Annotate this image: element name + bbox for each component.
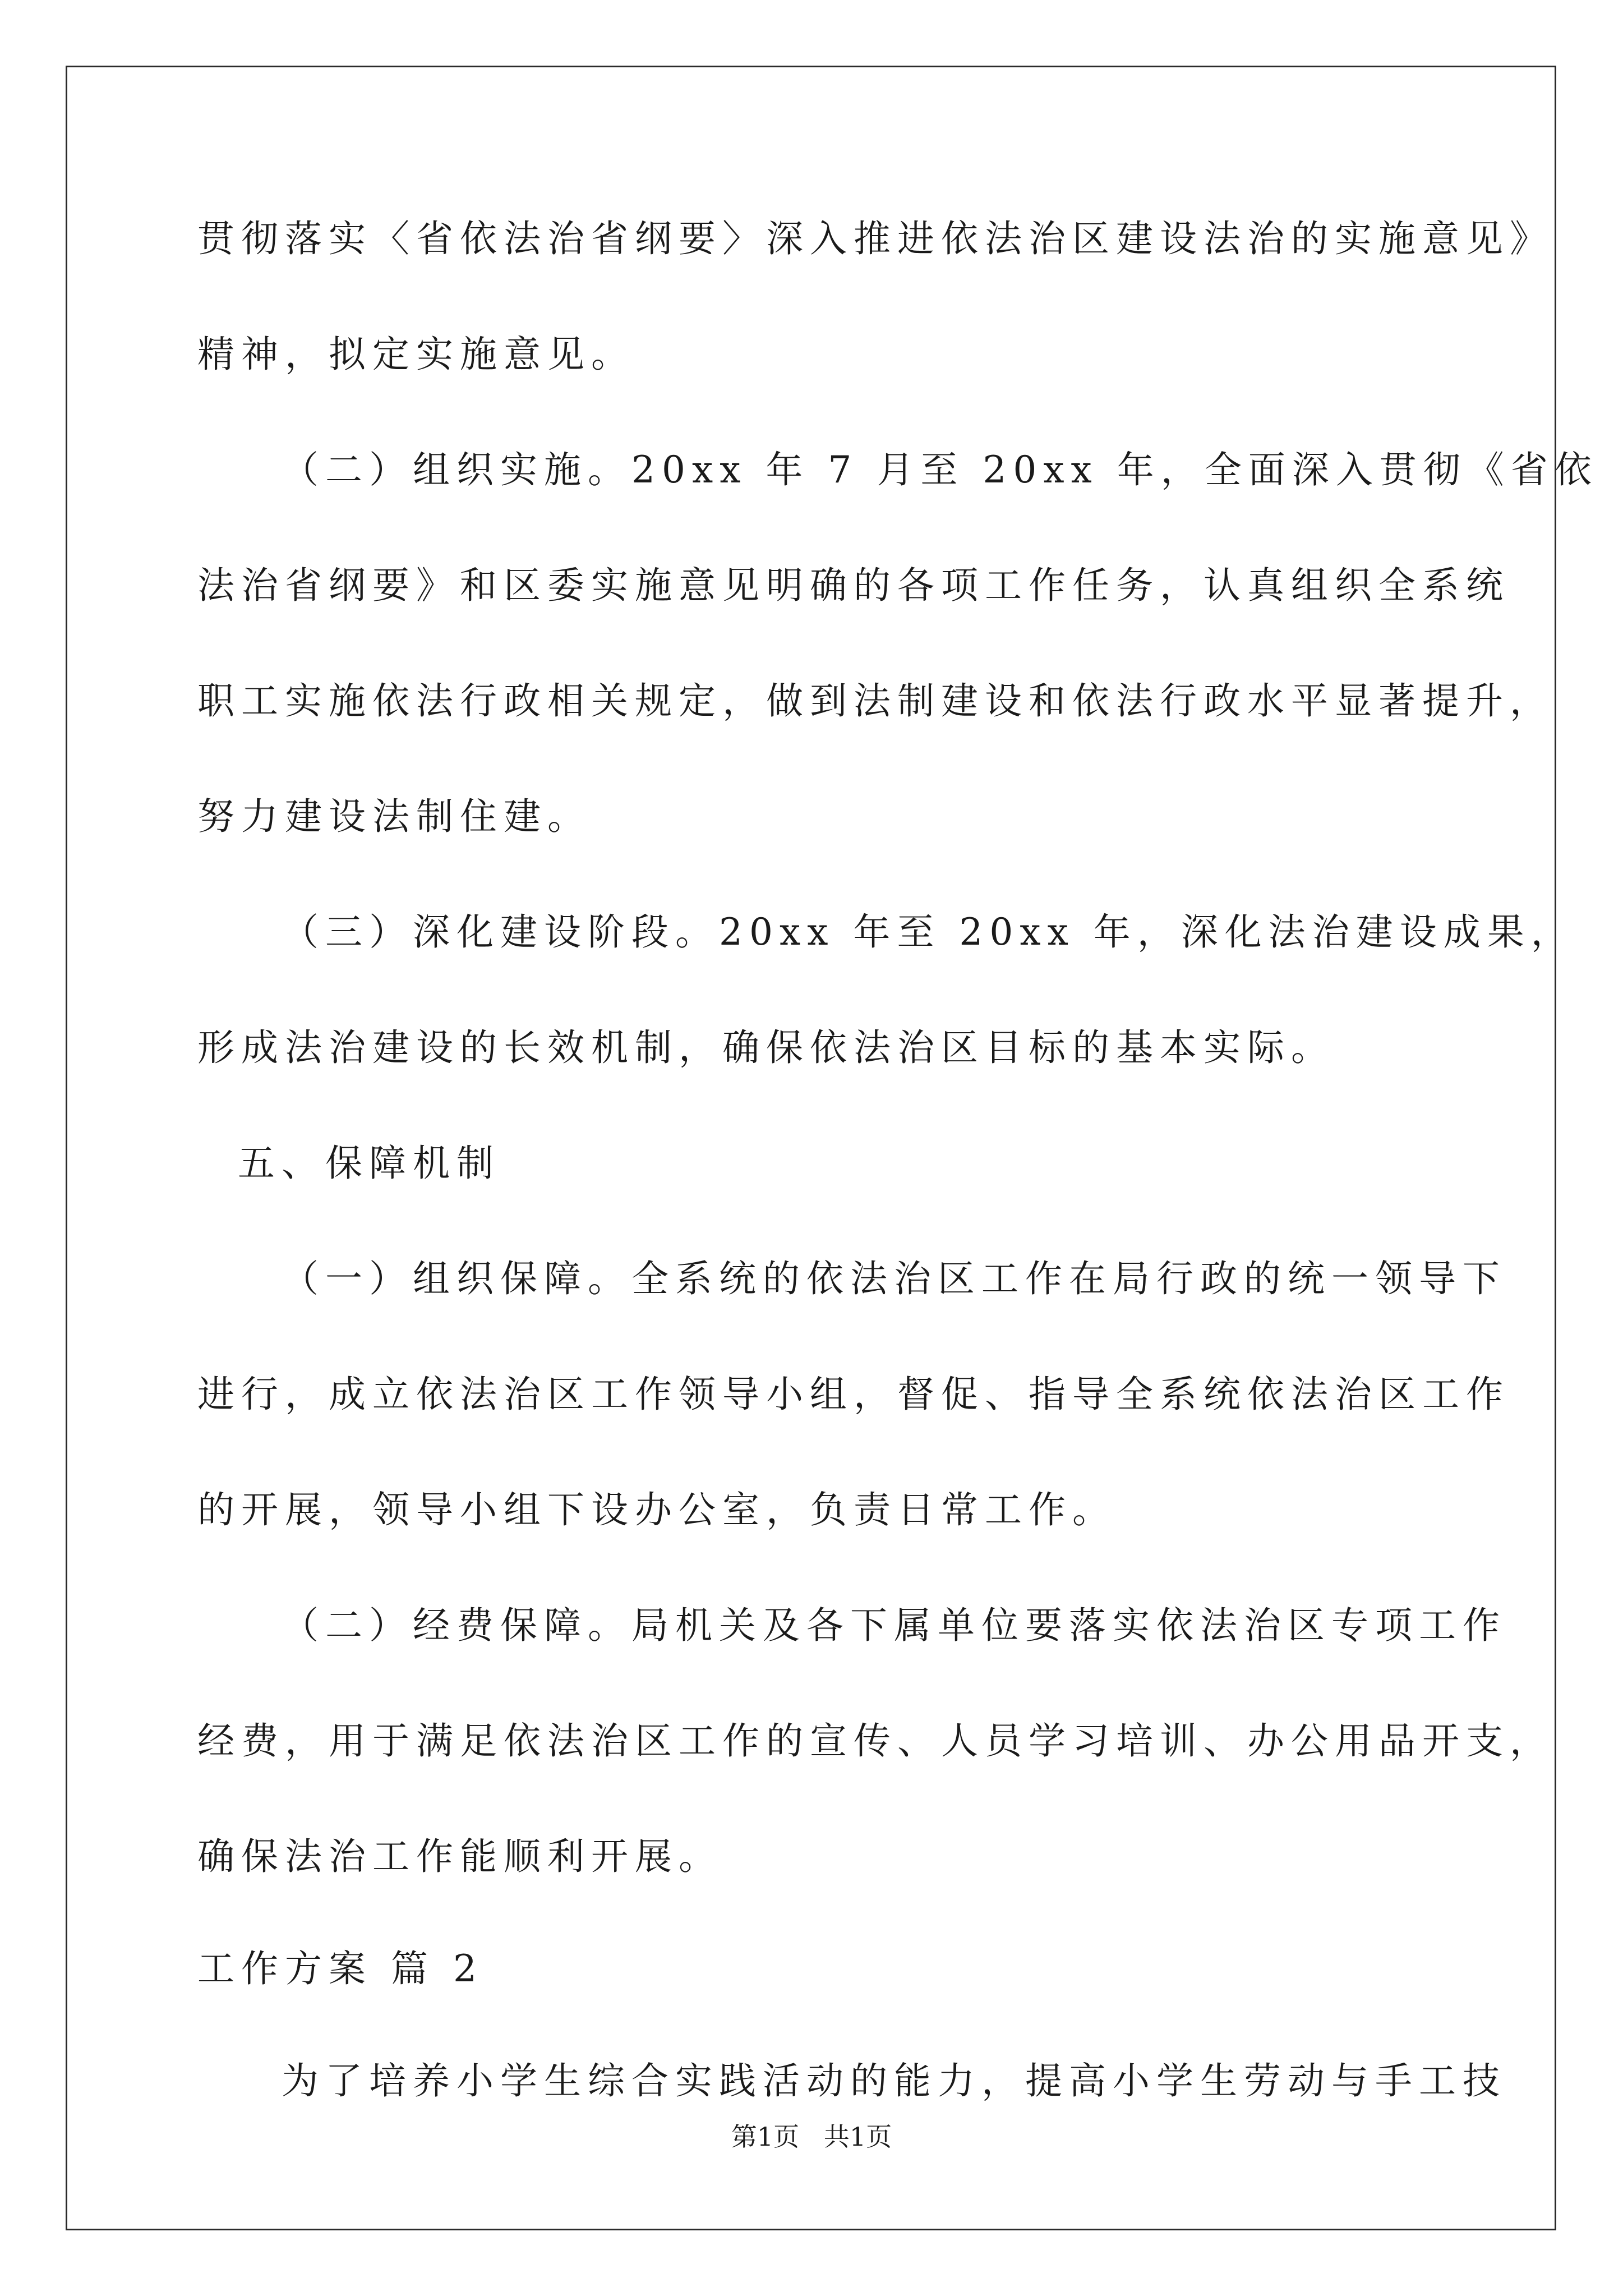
section-heading: 五、保障机制: [238, 1142, 500, 1185]
paragraph-line: （三）深化建设阶段。20xx 年至 20xx 年，深化法治建设成果，: [282, 910, 1575, 954]
paragraph-line: 为了培养小学生综合实践活动的能力，提高小学生劳动与手工技: [282, 2059, 1506, 2102]
paragraph-line: （二）组织实施。20xx 年 7 月至 20xx 年，全面深入贯彻《省依: [282, 448, 1598, 491]
document-body: [197, 213, 1598, 2107]
paragraph-line: （一）组织保障。全系统的依法治区工作在局行政的统一领导下: [282, 1257, 1506, 1300]
document-heading: 工作方案 篇 2: [197, 1947, 483, 1990]
paragraph-line: （二）经费保障。局机关及各下属单位要落实依法治区专项工作: [282, 1604, 1506, 1647]
paragraph-line: 贯彻落实〈省依法治省纲要〉深入推进依法治区建设法治的实施意见》: [197, 217, 1553, 260]
paragraph-line: 努力建设法制住建。: [197, 795, 591, 838]
paragraph-line: 的开展，领导小组下设办公室，负责日常工作。: [197, 1488, 1116, 1531]
paragraph-line: 经费，用于满足依法治区工作的宣传、人员学习培训、办公用品开支，: [197, 1719, 1553, 1763]
paragraph-line: 形成法治建设的长效机制，确保依法治区目标的基本实际。: [197, 1026, 1335, 1069]
paragraph-line: 职工实施依法行政相关规定，做到法制建设和依法行政水平显著提升，: [197, 679, 1553, 723]
paragraph-line: 法治省纲要》和区委实施意见明确的各项工作任务，认真组织全系统: [197, 564, 1510, 607]
paragraph-line: 精神，拟定实施意见。: [197, 333, 635, 376]
paragraph-line: 确保法治工作能顺利开展。: [197, 1835, 722, 1878]
page-footer: 第1页 共1页: [731, 2122, 892, 2152]
paragraph-line: 进行，成立依法治区工作领导小组，督促、指导全系统依法治区工作: [197, 1373, 1510, 1416]
